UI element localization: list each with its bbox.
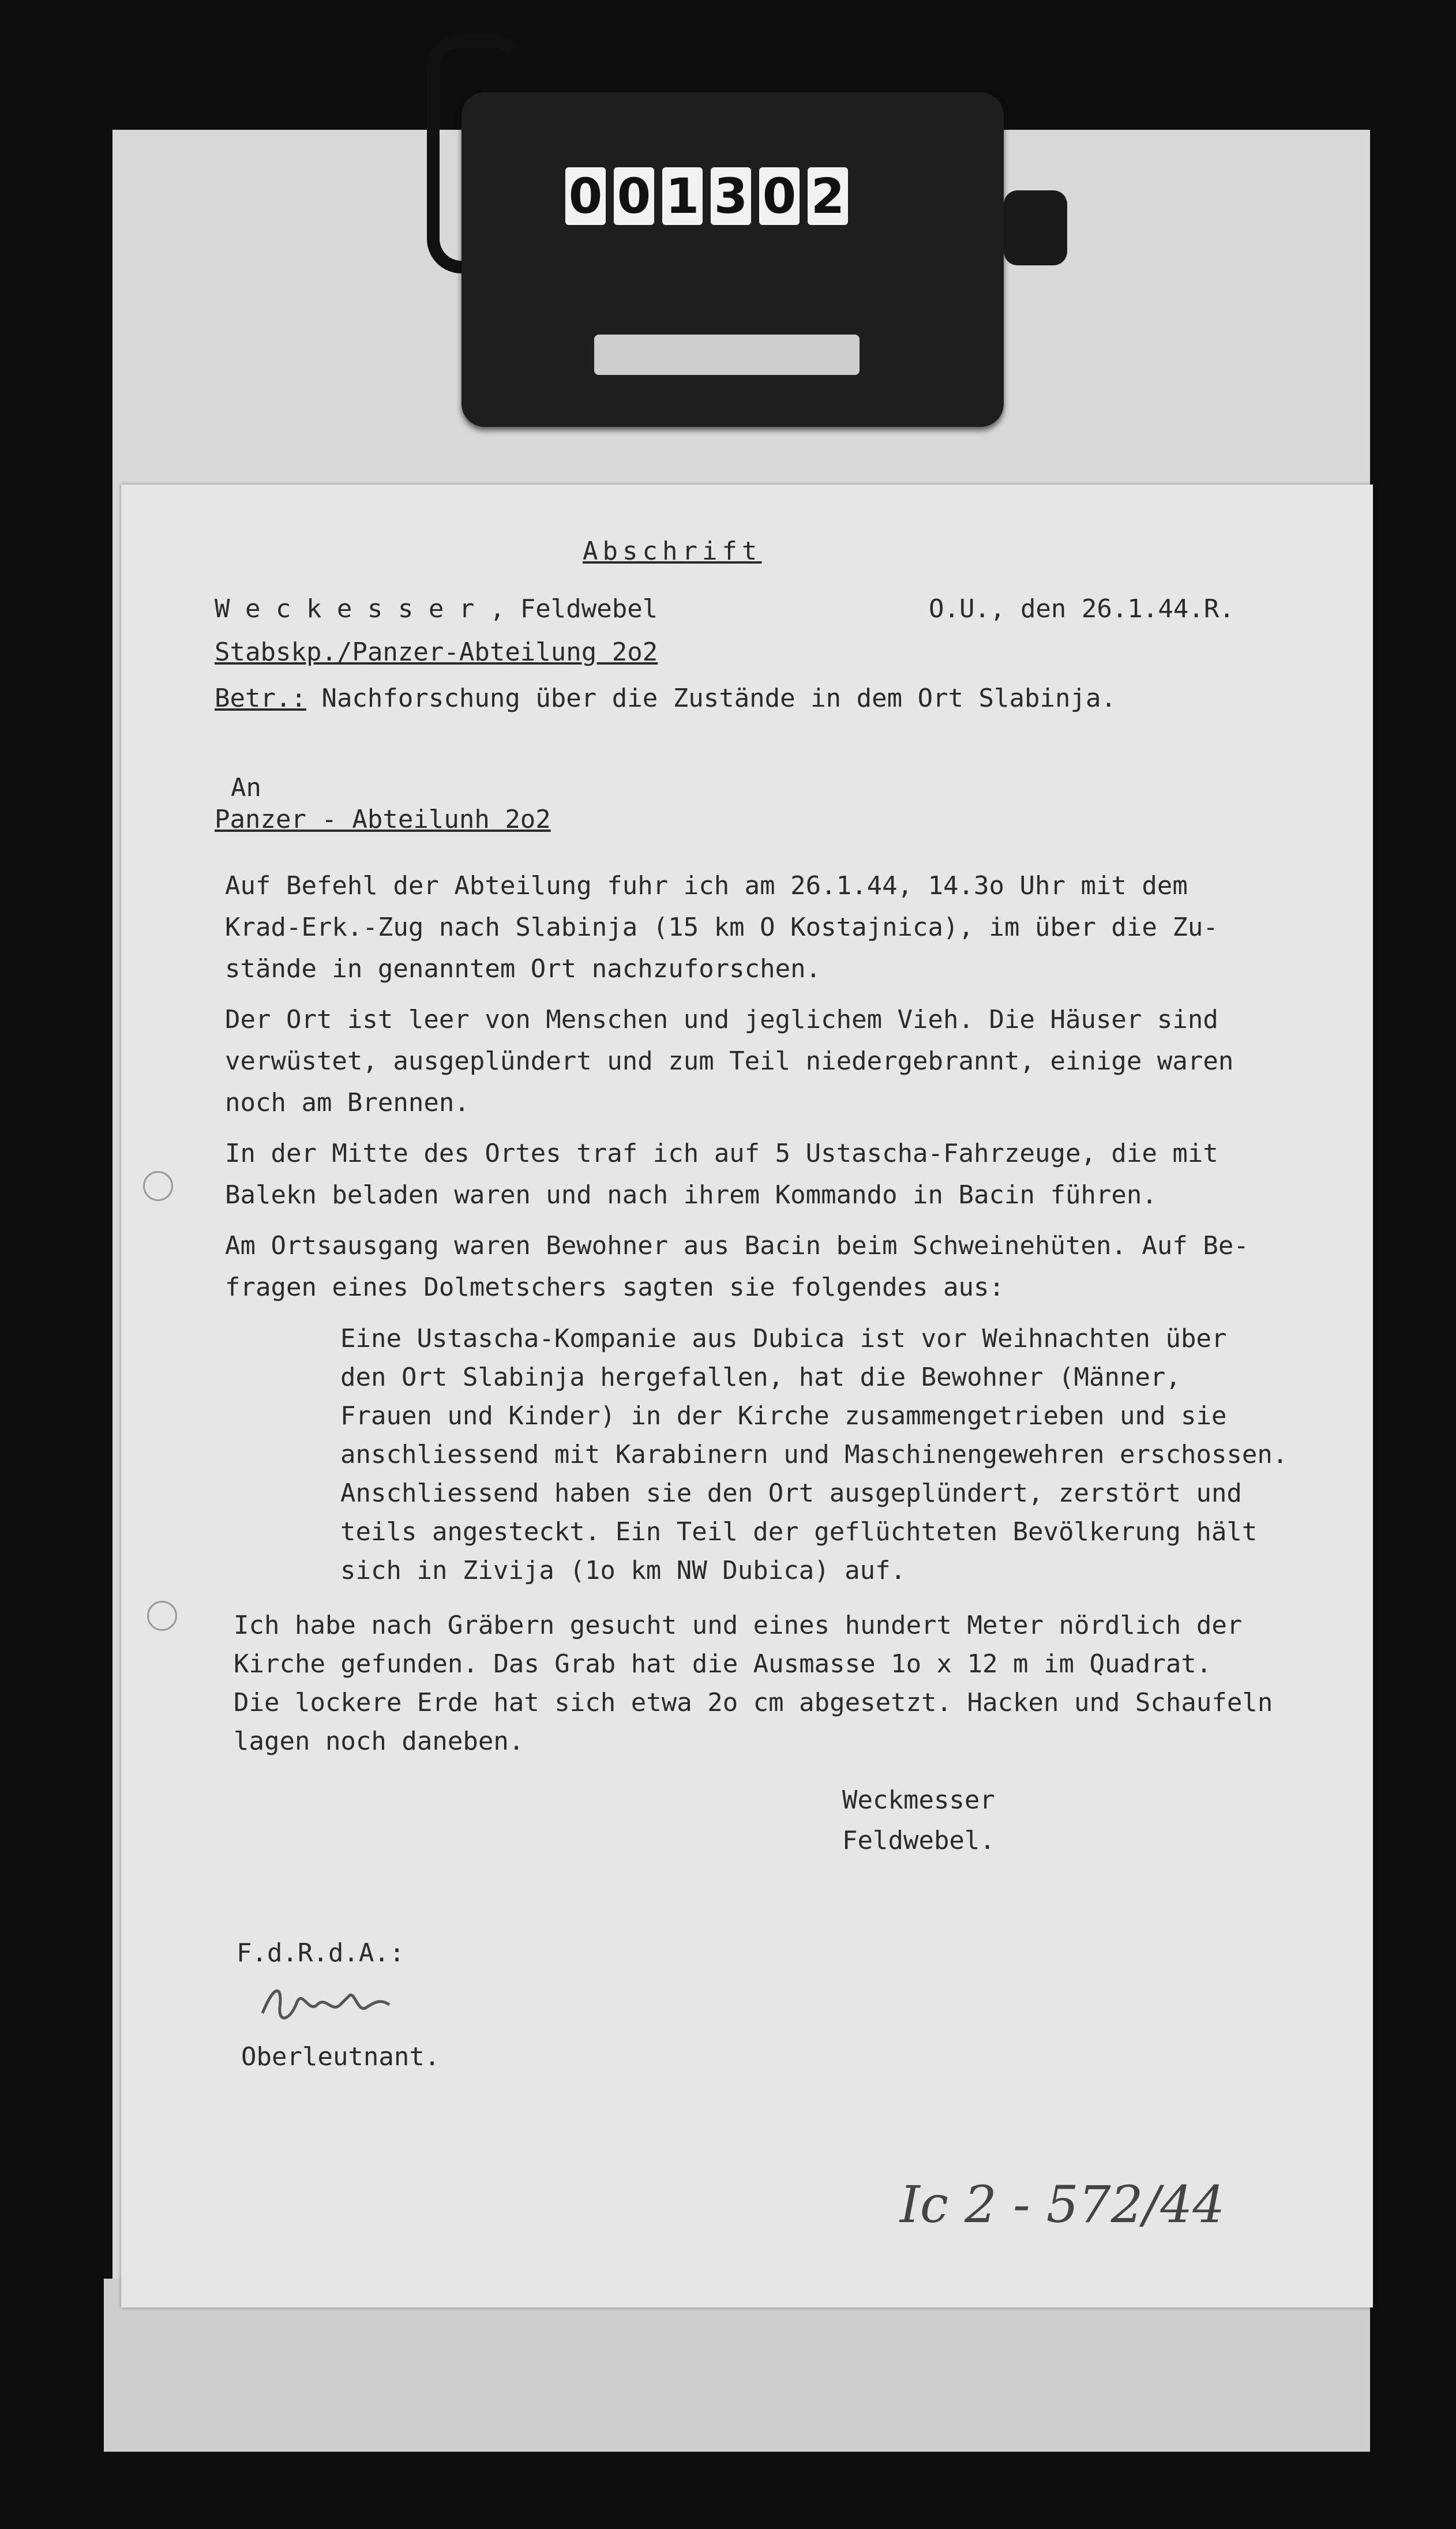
paragraph-line: Auf Befehl der Abteilung fuhr ich am 26.1.44, 14.3o Uhr mit dem: [225, 871, 1188, 900]
paragraph-line: Der Ort ist leer von Menschen und jeglichem Vieh. Die Häuser sind: [225, 1005, 1218, 1034]
counter-plate: [594, 335, 860, 375]
counter-digit: 0: [614, 167, 654, 225]
quote-line: anschliessend mit Karabinern und Maschinengewehren erschossen.: [340, 1440, 1288, 1469]
counter-digits: [565, 167, 848, 225]
quote-line: den Ort Slabinja hergefallen, hat die Bewohner (Männer,: [340, 1363, 1181, 1392]
quote-line: teils angesteckt. Ein Teil der geflüchteten Bevölkerung hält: [340, 1517, 1258, 1547]
fdrda-line: F.d.R.d.A.:: [237, 1938, 405, 1968]
sender-unit: Stabskp./Panzer-Abteilung 2o2: [215, 637, 658, 667]
counter-digit: 3: [711, 167, 751, 225]
counter-digit: 0: [759, 167, 800, 225]
paragraph-line: stände in genanntem Ort nachzuforschen.: [225, 954, 821, 984]
paragraph-line: fragen eines Dolmetschers sagten sie folgendes aus:: [225, 1273, 1005, 1302]
salutation: An: [231, 773, 261, 802]
counter-knob: [1004, 190, 1067, 265]
subject-label: Betr.:: [215, 684, 306, 713]
punch-hole: [143, 1171, 173, 1201]
recipient: Panzer - Abteilunh 2o2: [215, 805, 551, 834]
paragraph-line: Die lockere Erde hat sich etwa 2o cm abgesetzt. Hacken und Schaufeln: [234, 1688, 1273, 1717]
handwritten-reference: Ic 2 - 572/44: [900, 2175, 1225, 2234]
paragraph-line: lagen noch daneben.: [234, 1727, 524, 1756]
counter-digit: 2: [808, 167, 848, 225]
document-title: Abschrift: [583, 536, 762, 566]
frame-counter: [461, 92, 1004, 427]
signature-rank: Feldwebel.: [842, 1826, 995, 1855]
quote-line: Frauen und Kinder) in der Kirche zusammengetrieben und sie: [340, 1401, 1227, 1431]
handwritten-signature: [257, 1973, 412, 2036]
paragraph-line: Kirche gefunden. Das Grab hat die Ausmasse 1o x 12 m im Quadrat.: [234, 1649, 1212, 1679]
paragraph-line: Krad-Erk.-Zug nach Slabinja (15 km O Kostajnica), im über die Zu-: [225, 913, 1218, 942]
paragraph-line: In der Mitte des Ortes traf ich auf 5 Ustascha-Fahrzeuge, die mit: [225, 1139, 1218, 1168]
paragraph-line: Ich habe nach Gräbern gesucht und eines hundert Meter nördlich der: [234, 1611, 1243, 1640]
subject-line: [215, 678, 1116, 719]
paragraph-line: Balekn beladen waren und nach ihrem Kommando in Bacin führen.: [225, 1180, 1157, 1210]
sender-line: W e c k e s s e r , Feldwebel: [215, 594, 658, 624]
counter-digit: 0: [565, 167, 606, 225]
punch-hole: [147, 1601, 177, 1631]
paragraph-line: Am Ortsausgang waren Bewohner aus Bacin beim Schweinehüten. Auf Be-: [225, 1231, 1249, 1260]
counter-digit: 1: [662, 167, 703, 225]
quote-line: Anschliessend haben sie den Ort ausgeplündert, zerstört und: [340, 1479, 1242, 1508]
subject-text: Nachforschung über die Zustände in dem Ort Slabinja.: [321, 684, 1116, 713]
paragraph-line: noch am Brennen.: [225, 1088, 470, 1117]
quote-line: sich in Zivija (1o km NW Dubica) auf.: [340, 1556, 906, 1585]
place-date: O.U., den 26.1.44.R.: [929, 594, 1234, 624]
officer-rank: Oberleutnant.: [241, 2042, 440, 2072]
paragraph-line: verwüstet, ausgeplündert und zum Teil niedergebrannt, einige waren: [225, 1046, 1234, 1076]
signature-name: Weckmesser: [842, 1785, 995, 1815]
quote-line: Eine Ustascha-Kompanie aus Dubica ist vor Weihnachten über: [340, 1324, 1227, 1353]
